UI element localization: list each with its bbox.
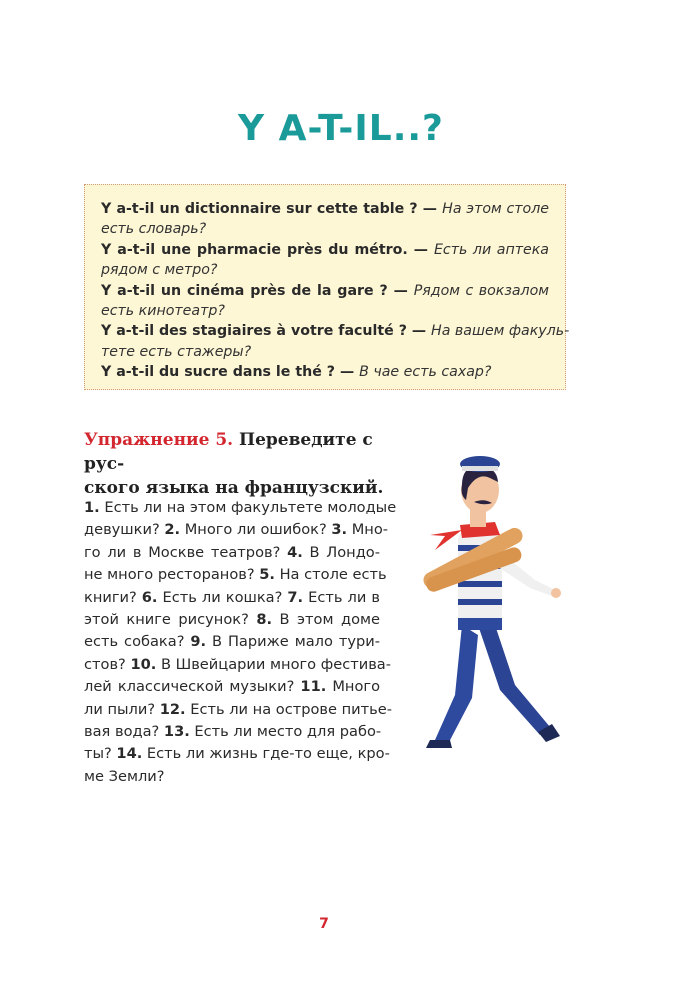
item-text: Есть ли на острове питье-	[185, 700, 393, 718]
item-text: На столе есть	[274, 566, 387, 584]
exercise-instruction-2: ского языка на французский.	[84, 478, 384, 498]
russian-translation: Рядом с вокзалом	[413, 282, 550, 299]
item-text: В Париже мало тури-	[206, 633, 380, 651]
russian-translation: На вашем факуль-	[431, 323, 570, 340]
example-line	[101, 199, 549, 219]
examples-box	[84, 184, 570, 390]
russian-translation: есть кинотеатр?	[101, 303, 225, 320]
example-line	[101, 240, 549, 260]
example-line	[101, 301, 549, 321]
item-text: девушки?	[84, 521, 165, 539]
item-text: Много	[326, 678, 380, 696]
item-text: не много ресторанов?	[84, 566, 260, 584]
exercise-label: Упражнение 5.	[84, 430, 234, 450]
item-text: В этом доме	[272, 611, 380, 629]
example-line	[101, 362, 549, 382]
item-number: 6.	[141, 588, 158, 606]
item-number: 10.	[130, 655, 157, 673]
item-text: стов?	[84, 655, 131, 673]
exercise-line	[84, 519, 389, 541]
item-number: 3.	[331, 521, 348, 539]
item-number: 9.	[190, 633, 207, 651]
french-sentence: Y a-t-il une pharmacie près du métro. —	[101, 241, 434, 258]
item-number: 5.	[259, 566, 275, 584]
russian-translation: Есть ли аптека	[433, 241, 549, 258]
example-line	[101, 281, 549, 301]
exercise-line	[84, 609, 380, 631]
exercise-body	[84, 497, 397, 788]
item-text: В Лондо-	[302, 543, 380, 561]
item-text: есть собака?	[84, 633, 191, 651]
frenchman-illustration	[400, 440, 580, 760]
exercise-line	[84, 743, 390, 765]
item-text: го ли в Москве театров?	[84, 543, 288, 561]
item-number: 4.	[287, 543, 303, 561]
item-number: 1.	[84, 499, 100, 516]
example-line	[101, 219, 549, 239]
item-number: 14.	[116, 745, 143, 763]
russian-translation: тете есть стажеры?	[101, 343, 252, 360]
item-text: Много ли ошибок?	[180, 521, 332, 539]
example-line	[101, 260, 549, 280]
item-text: вая вода?	[84, 723, 164, 741]
exercise-line	[84, 497, 397, 519]
item-text: лей классической музыки?	[84, 678, 301, 696]
example-line	[101, 342, 549, 362]
item-number: 13.	[163, 723, 190, 741]
item-text: Есть ли место для рабо-	[189, 723, 382, 741]
exercise-line	[84, 699, 393, 721]
exercise-line	[84, 542, 380, 564]
exercise-line	[84, 587, 380, 609]
page-title: Y A-T-IL..?	[238, 108, 444, 149]
exercise-line	[84, 766, 380, 788]
page-number: 7	[319, 916, 329, 932]
item-number: 8.	[256, 611, 273, 629]
item-text: книги?	[84, 588, 142, 606]
item-text: В Швейцарии много фестива-	[156, 655, 392, 673]
exercise-line	[84, 721, 380, 743]
item-text: ме Земли?	[84, 767, 165, 785]
item-text: этой книге рисунок?	[84, 611, 257, 629]
exercise-heading	[84, 428, 384, 500]
exercise-line	[84, 631, 380, 653]
item-number: 2.	[164, 521, 181, 539]
french-sentence: Y a-t-il du sucre dans le thé ? —	[101, 364, 360, 381]
item-number: 7.	[287, 588, 304, 606]
item-text: ты?	[84, 745, 117, 763]
russian-translation: В чае есть сахар?	[359, 364, 492, 381]
item-text: Мно-	[347, 521, 389, 539]
french-sentence: Y a-t-il un dictionnaire sur cette table ? —	[101, 201, 443, 217]
russian-translation: есть словарь?	[101, 221, 207, 238]
item-number: 12.	[159, 700, 186, 718]
french-sentence: Y a-t-il un cinéma près de la gare ? —	[101, 282, 414, 299]
french-sentence: Y a-t-il des stagiaires à votre faculté ? —	[101, 323, 432, 340]
item-text: Есть ли жизнь где-то еще, кро-	[142, 745, 390, 763]
item-number: 11.	[300, 678, 327, 696]
exercise-line	[84, 654, 392, 676]
example-line	[101, 321, 570, 341]
item-text: ли пыли?	[84, 700, 160, 718]
exercise-line	[84, 564, 387, 586]
item-text: Есть ли на этом факультете молодые	[99, 499, 397, 516]
item-text: Есть ли кошка?	[157, 588, 288, 606]
exercise-line	[84, 676, 380, 698]
russian-translation: рядом с метро?	[101, 262, 218, 279]
exercise-instruction-1: Переведите с рус-	[84, 430, 373, 474]
item-text: Есть ли в	[303, 588, 380, 606]
russian-translation: На этом столе	[442, 201, 550, 217]
